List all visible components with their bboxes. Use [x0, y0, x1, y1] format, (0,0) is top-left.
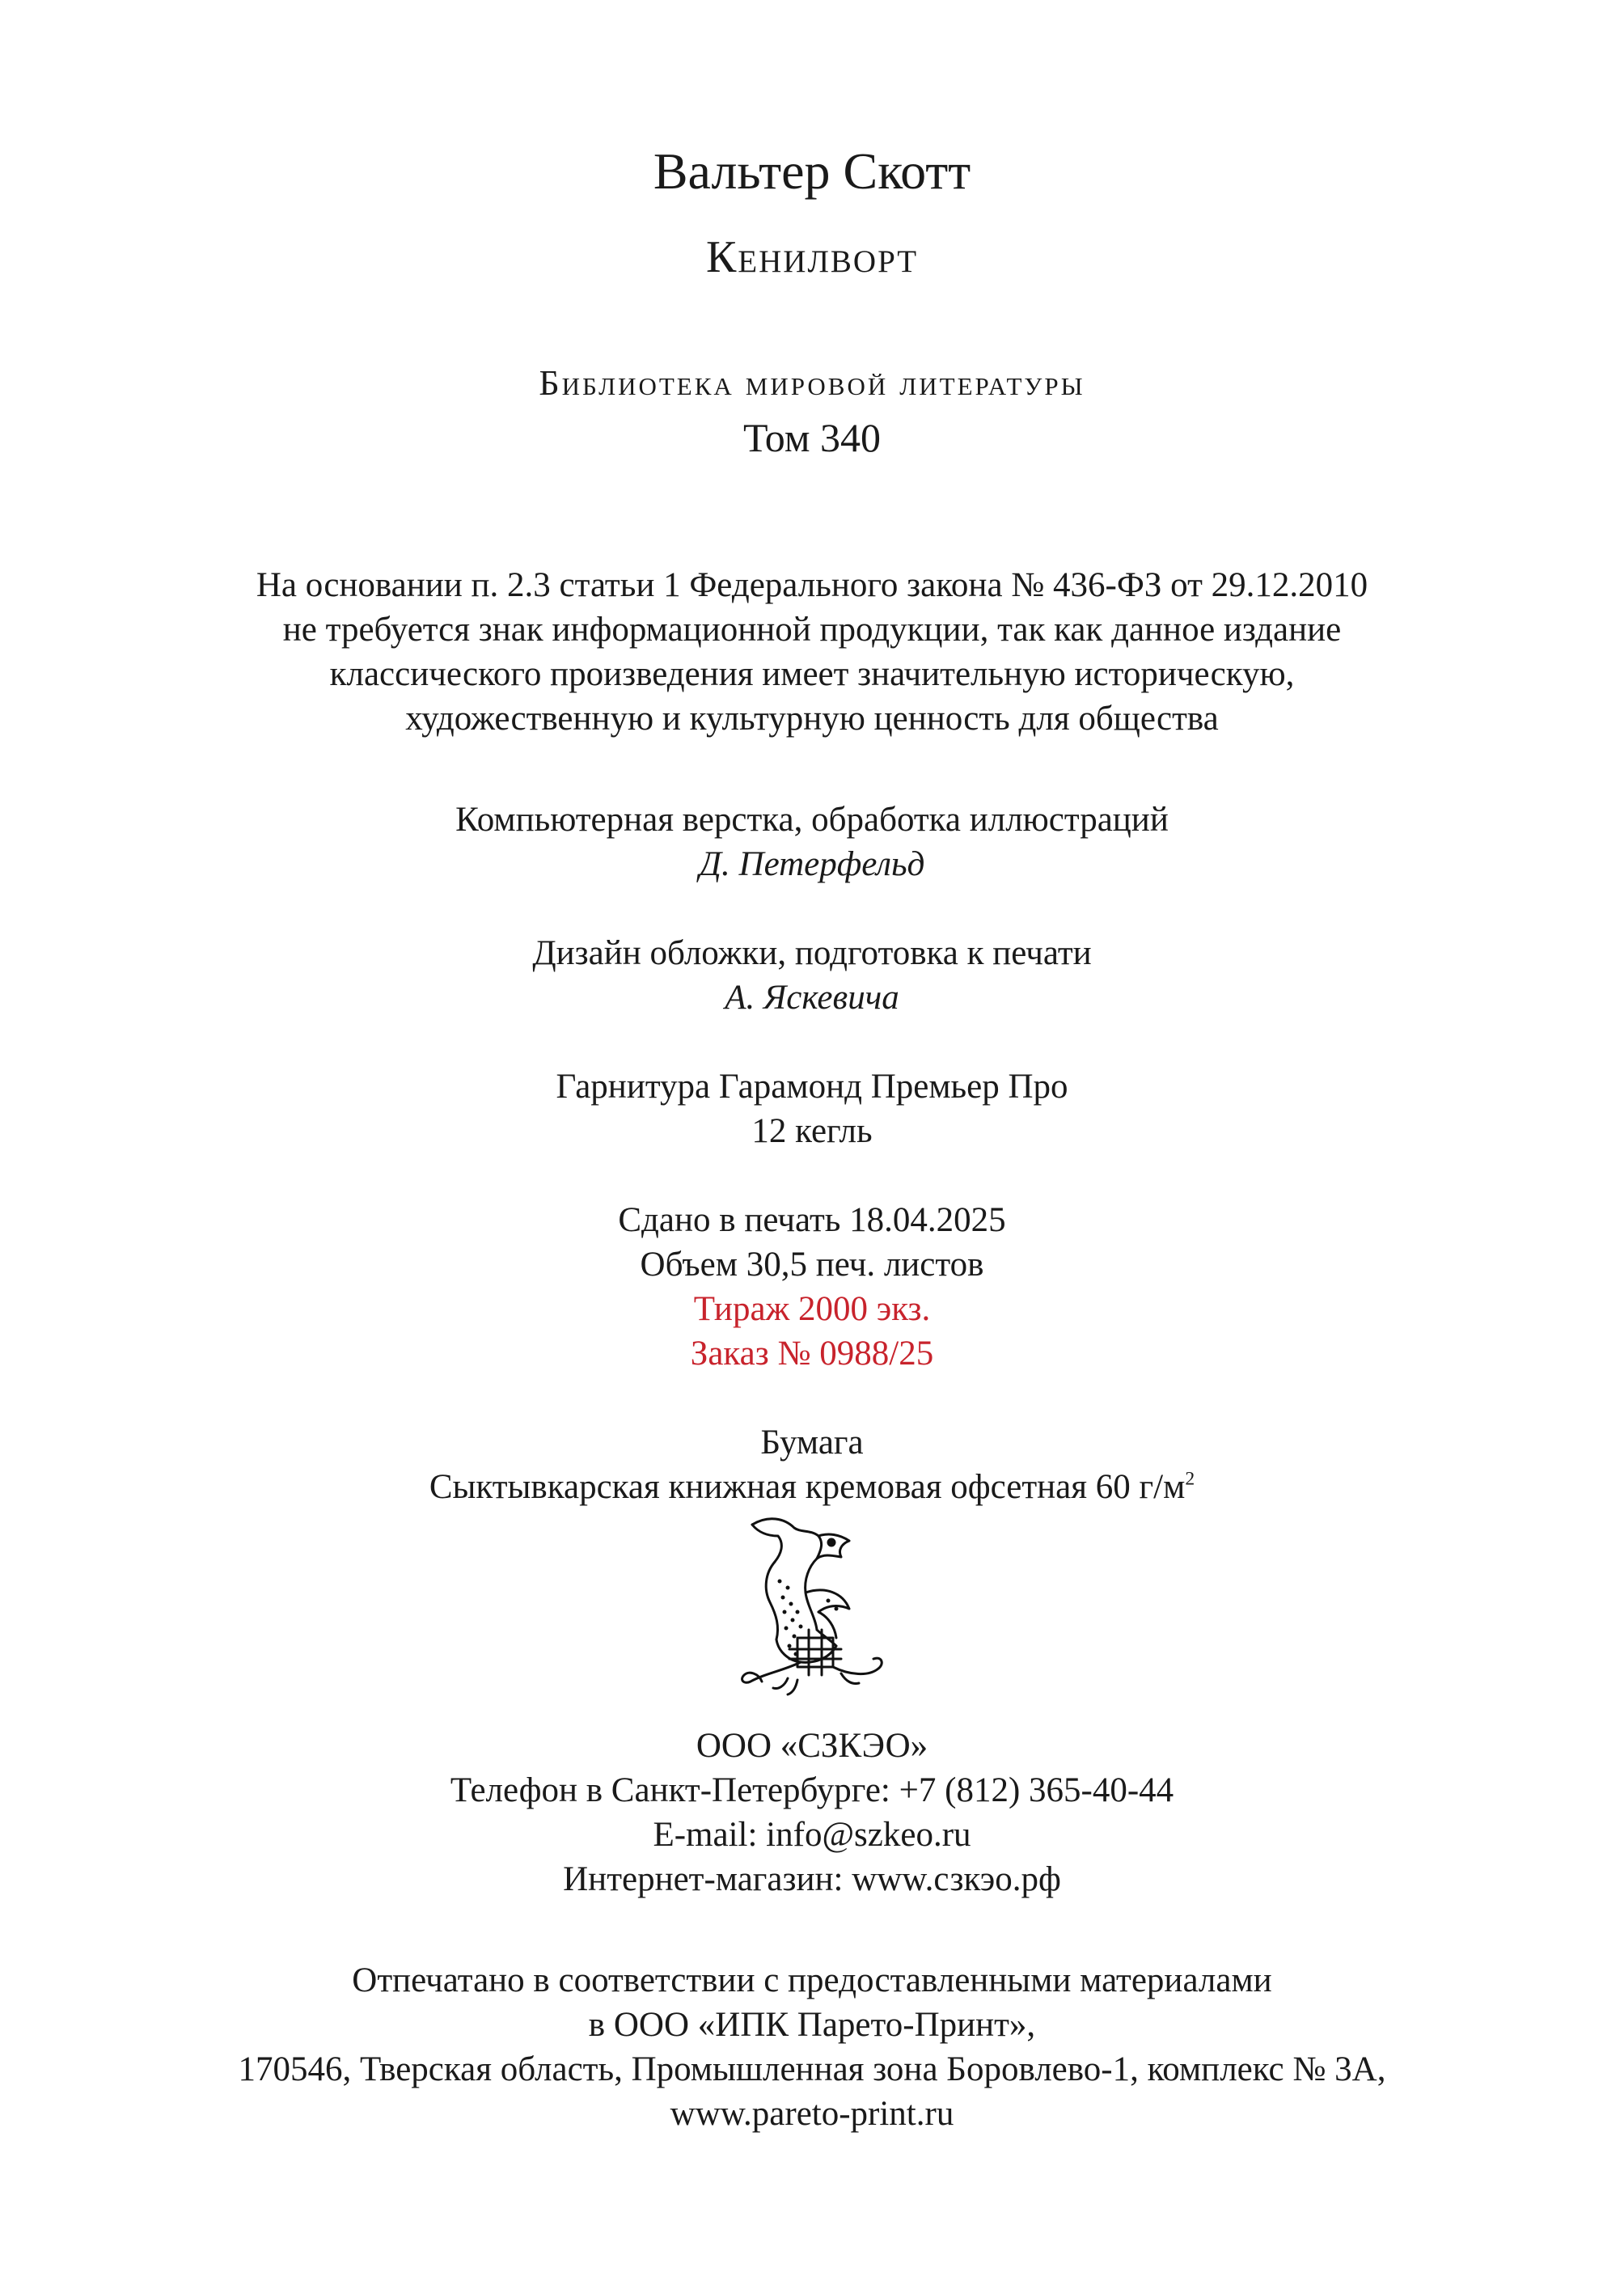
paper-label: Бумага: [760, 1424, 864, 1462]
layout-credit-role: Компьютерная верстка, обработка иллюстраций: [455, 801, 1169, 839]
dragon-emblem-icon: [720, 1508, 904, 1703]
printer-line-1: Отпечатано в соответствии с предоставленными материалами: [352, 1961, 1272, 1999]
printer-line-2: в ООО «ИПК Парето-Принт»,: [588, 2006, 1036, 2044]
typeface-line: Гарнитура Гарамонд Премьер Про: [556, 1068, 1068, 1106]
printer-website: www.pareto-print.ru: [670, 2095, 954, 2133]
publisher-phone: Телефон в Санкт-Петербурге: +7 (812) 365-40-44: [450, 1771, 1174, 1809]
legal-notice-line-3: классического произведения имеет значительную историческую,: [329, 655, 1295, 693]
layout-credit-name: Д. Петерфельд: [699, 845, 925, 883]
series-name: Библиотека мировой литературы: [539, 363, 1085, 403]
book-author: Вальтер Скотт: [653, 142, 971, 200]
paper-description-text: Сыктывкарская книжная кремовая офсетная 60 г/м: [429, 1468, 1186, 1506]
legal-notice-line-2: не требуется знак информационной продукции, так как данное издание: [282, 611, 1342, 649]
print-volume-line: Объем 30,5 печ. листов: [640, 1246, 984, 1284]
printer-line-3: 170546, Тверская область, Промышленная зона Боровлево-1, комплекс № 3А,: [238, 2050, 1386, 2088]
volume-number: Том 340: [743, 415, 881, 460]
sent-to-print-line: Сдано в печать 18.04.2025: [618, 1201, 1006, 1239]
legal-notice-line-1: На основании п. 2.3 статьи 1 Федерального закона № 436-ФЗ от 29.12.2010: [256, 566, 1368, 604]
order-number-line: Заказ № 0988/25: [690, 1335, 934, 1373]
design-credit-role: Дизайн обложки, подготовка к печати: [532, 934, 1092, 972]
publisher-email: E-mail: info@szkeo.ru: [653, 1816, 971, 1854]
legal-notice-line-4: художественную и культурную ценность для общества: [405, 700, 1219, 738]
publisher-shop: Интернет-магазин: www.сзкэо.рф: [563, 1860, 1061, 1898]
font-size-line: 12 кегль: [751, 1112, 873, 1150]
paper-description: [0, 1470, 1624, 1504]
book-title: Кенилворт: [705, 232, 919, 282]
publisher-name: ООО «СЗКЭО»: [696, 1727, 928, 1765]
paper-unit-superscript: 2: [1185, 1468, 1195, 1490]
design-credit-name: А. Яскевича: [725, 979, 899, 1017]
circulation-line: Тираж 2000 экз.: [693, 1290, 931, 1328]
